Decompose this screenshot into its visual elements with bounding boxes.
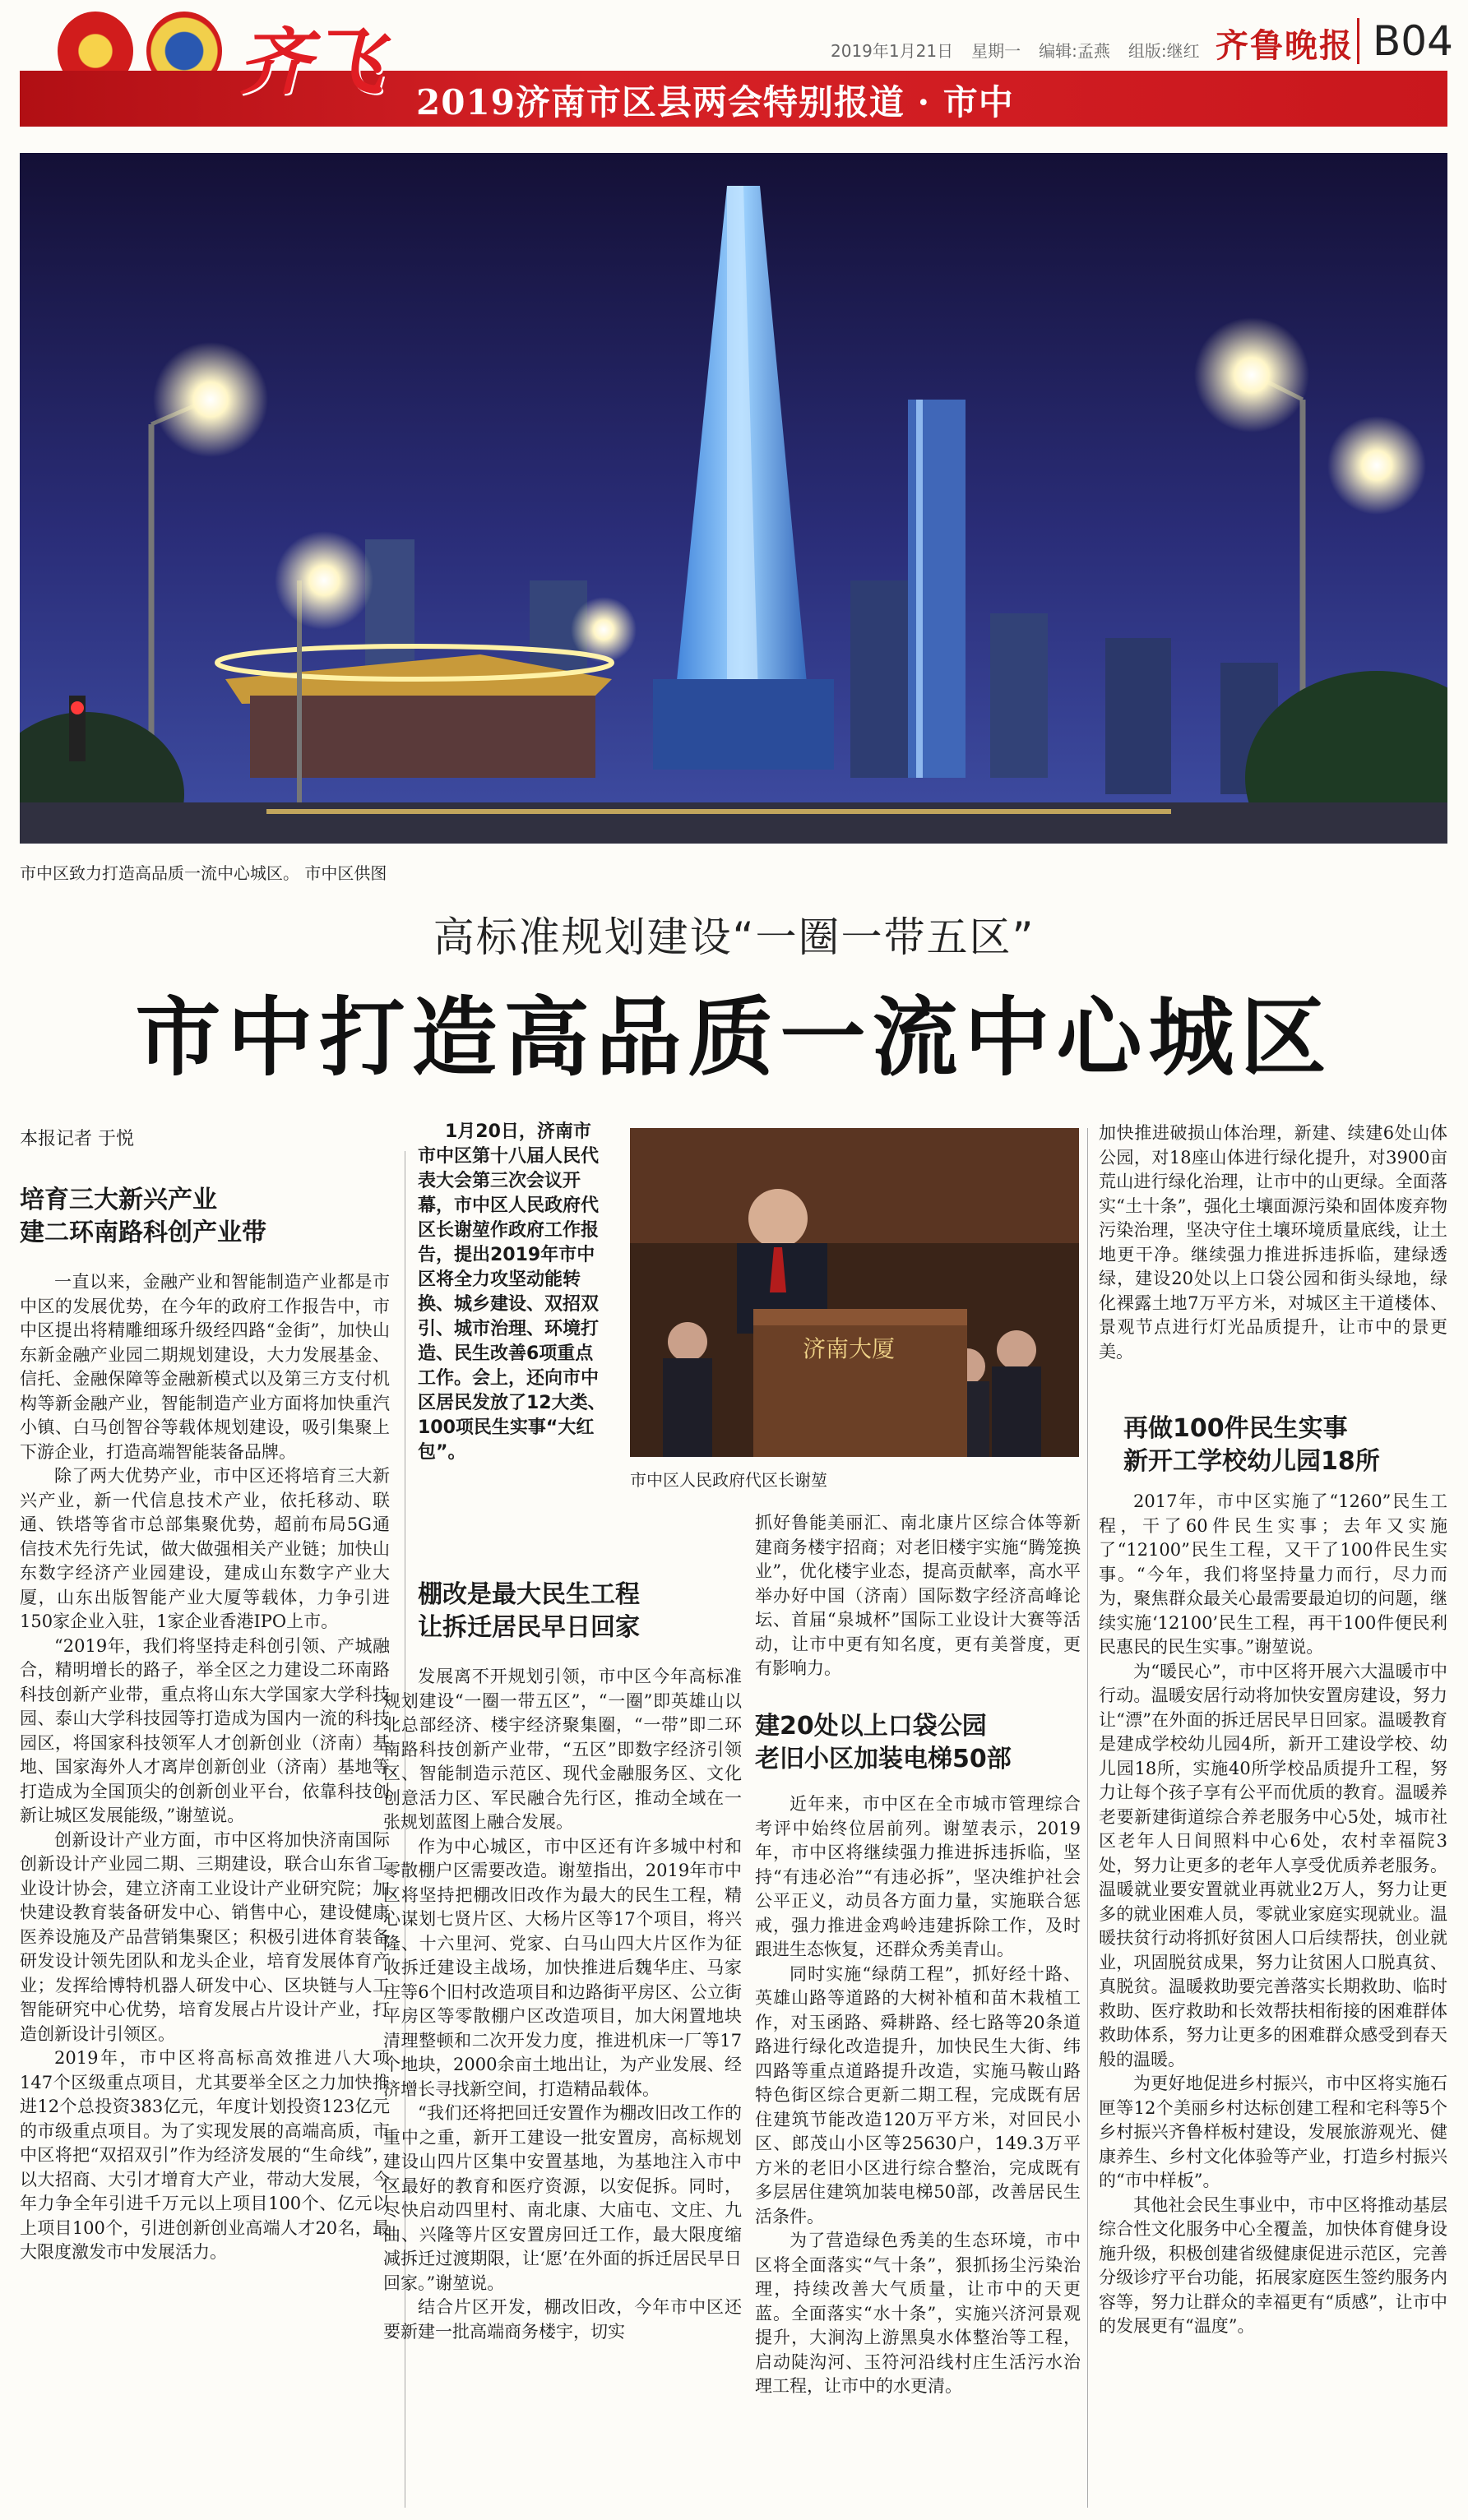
qifei-logo: 齐飞 bbox=[238, 19, 384, 104]
main-headline: 市中打造高品质一流中心城区 bbox=[135, 987, 1333, 1088]
section-heading-line: 老旧小区加装电梯50部 bbox=[755, 1745, 1012, 1773]
article-column-4 bbox=[1099, 1121, 1447, 1364]
subheadline: 高标准规划建设“一圈一带五区” bbox=[433, 913, 1035, 961]
inset-photo bbox=[630, 1128, 1079, 1457]
paragraph: 2019年，市中区将高标高效推进八大项147个区级重点项目，尤其要举全区之力加快推进12个总投资383亿元，年度计划投资123亿元的市级重点项目。为了实现发展的高端高质，市中区将把“双招双引”作为经济发展的“生命线”，以大招商、大引才增育大产业，带动大发展，今年力争全年引进千万元以上项目100个、亿元以上项目100个，引进创新创业高端人才20名，最大限度激发市中发展活力。 bbox=[20, 2048, 390, 2262]
inset-caption: 市中区人民政府代区长谢堃 bbox=[630, 1470, 827, 1490]
page-meta bbox=[831, 38, 1218, 62]
section-heading-industry bbox=[20, 1184, 390, 1250]
editor: 编辑:孟燕 bbox=[1039, 41, 1110, 61]
paragraph: 创新设计产业方面，市中区将加快济南国际创新设计产业园二期、三期建设，联合山东省工业设计协会，建立济南工业设计产业研究院；加快建设教育装备研发中心、销售中心，建设健康医养设施及产品营销集聚区；积极引进体育装备研发设计领先团队和龙头企业，培育发展体育产业；发挥给博特机器人研发中心、区块链与人工智能研究中心优势，培育发展占片设计产业，打造创新设计引领区。 bbox=[20, 1829, 390, 2044]
paragraph: 作为中心城区，市中区还有许多城中村和零散棚户区需要改造。谢堃指出，2019年市中区将坚持把棚改旧改作为最大的民生工程，精心谋划七贤片区、大杨片区等17个项目，将兴隆、十六里河、党家、白马山四大片区作为征收拆迁建设主战场，加快推进后魏华庄、马家庄等6个旧村改造项目和边路街平房区、公立街平房区等零散棚户区改造项目，加大闲置地块清理整顿和二次开发力度，推进机床一厂等17个地块，2000余亩土地出让，为产业发展、经济增长寻找新空间，打造精品载体。 bbox=[383, 1836, 742, 2099]
paragraph: 抓好鲁能美丽汇、南北康片区综合体等新建商务楼宇招商；对老旧楼宇实施“腾笼换业”，优化楼宇业态，提高贡献率，高水平举办好中国（济南）国际数字经济高峰论坛、首届“泉城杯”国际工业设计大赛等活动，让市中更有知名度，更有美誉度，更有影响力。 bbox=[755, 1513, 1081, 1678]
section-heading-livelihood bbox=[1123, 1413, 1447, 1478]
article-column-1 bbox=[20, 1270, 390, 2265]
byline: 本报记者 于悦 bbox=[20, 1129, 134, 1149]
photo-caption: 市中区致力打造高品质一流中心城区。 市中区供图 bbox=[20, 863, 387, 883]
paragraph: 为“暖民心”，市中区将开展六大温暖市中行动。温暖安居行动将加快安置房建设，努力让“漂”在外面的拆迁居民早日回家。温暖教育是建成学校幼儿园4所，新开工建设学校、幼儿园18所，实施40所学校品质提升工程，努力让每个孩子享有公平而优质的教育。温暖养老要新建街道综合养老服务中心5处，城市社区老年人日间照料中心6处，农村幸福院3处，努力让更多的老年人享受优质养老服务。温暖就业要安置就业再就业2万人，努力让更多的就业困难人员，零就业家庭实现就业。温暖扶贫行动将抓好贫困人口后续帮扶，创业就业，巩固脱贫成果，努力让贫困人口脱真贫、真脱贫。温暖救助要完善落实长期救助、临时救助、医疗救助和长效帮扶相衔接的困难群体救助体系，努力让更多的困难群众感受到春天般的温暖。 bbox=[1099, 1661, 1447, 2069]
paragraph: 除了两大优势产业，市中区还将培育三大新兴产业，新一代信息技术产业，依托移动、联通、铁塔等省市总部集聚优势，超前布局5G通信技术先行先试，做大做强相关产业链；加快山东数字经济产业园建设，建成山东数字产业大厦，山东出版智能产业大厦等载体，力争引进150家企业入驻，1家企业香港IPO上市。 bbox=[20, 1466, 390, 1631]
city-night-skyline-image bbox=[20, 153, 1447, 844]
article-column-3-cont bbox=[755, 1792, 1081, 2399]
section-heading-line: 建20处以上口袋公园 bbox=[755, 1712, 987, 1741]
speaker-at-podium-image bbox=[630, 1128, 1079, 1457]
column-rule bbox=[1087, 1128, 1088, 2508]
paragraph: 结合片区开发，棚改旧改，今年市中区还要新建一批高端商务楼宇，切实 bbox=[383, 2297, 742, 2342]
paragraph: 为更好地促进乡村振兴，市中区将实施石匣等12个美丽乡村达标创建工程和宅科等5个乡村振兴齐鲁样板村建设，发展旅游观光、健康养生、乡村文化体验等产业，打造乡村振兴的“市中样板”。 bbox=[1099, 2074, 1447, 2190]
lead-paragraph: 1月20日，济南市市中区第十八届人民代表大会第三次会议开幕，市中区人民政府代区长谢堃作政府工作报告，提出2019年市中区将全力攻坚动能转换、城乡建设、双招双引、城市治理、环境打造、民生改善6项重点工作。会上，还向市中区居民发放了12大类、100项民生实事“大红包”。 bbox=[418, 1121, 606, 1463]
section-heading-renovation bbox=[418, 1579, 747, 1644]
paragraph: 发展离不开规划引领，市中区今年高标准规划建设“一圈一带五区”，“一圈”即英雄山以北总部经济、楼宇经济聚集圈，“一带”即二环南路科技创新产业带，“五区”即数字经济引领区、智能制造示范区、现代金融服务区、文化创意活力区、军民融合先行区，推动全域在一张规划蓝图上融合发展。 bbox=[383, 1667, 742, 1832]
hero-photo bbox=[20, 153, 1447, 844]
section-heading-parks bbox=[755, 1710, 1081, 1776]
paragraph: 近年来，市中区在全市城市管理综合考评中始终位居前列。谢堃表示，2019年，市中区将继续强力推进拆违拆临，坚持“有违必治”“有违必拆”，坚决维护社会公平正义，动员各方面力量，实施联合惩戒，强力推进金鸡岭违建拆除工作，及时跟进生态恢复，还群众秀美青山。 bbox=[755, 1794, 1081, 1959]
paragraph: “2019年，我们将坚持走科创引领、产城融合，精明增长的路子，举全区之力建设二环南路科技创新产业带，重点将山东大学国家大学科技园、泰山大学科技园等打造成为国内一流的科技园区，将国家科技领军人才创新创业（济南）基地、国家海外人才离岸创新创业（济南）基地等打造成为全国顶尖的创新创业平台，依靠科技创新让城区发展能级，”谢堃说。 bbox=[20, 1635, 390, 1825]
section-heading-line: 新开工学校幼儿园18所 bbox=[1123, 1447, 1380, 1476]
issue-weekday: 星期一 bbox=[971, 41, 1021, 61]
paragraph: 加快推进破损山体治理，新建、续建6处山体公园，对18座山体进行绿化提升，对3900亩荒山进行绿化治理，让市中的山更绿。全面落实“土十条”，强化土壤面源污染和固体废弃物污染治理，坚决守住土壤环境质量底线，让土地更干净。继续强力推进拆违拆临，建绿透绿，建设20处以上口袋公园和街头绿地，绿化裸露土地7万平方米，对城区主干道楼体、景观节点进行灯光品质提升，让市中的景更美。 bbox=[1099, 1123, 1447, 1362]
section-heading-line: 再做100件民生实事 bbox=[1123, 1414, 1348, 1443]
section-heading-line: 棚改是最大民生工程 bbox=[418, 1580, 640, 1609]
paragraph: 为了营造绿色秀美的生态环境，市中区将全面落实“气十条”，狠抓扬尘污染治理，持续改善大气质量，让市中的天更蓝。全面落实“水十条”，实施兴济河景观提升，大涧沟上游黑臭水体整治等工程，启动陡沟河、玉符河沿线村庄生活污水治理工程，让市中的水更清。 bbox=[755, 2231, 1081, 2396]
section-heading-line: 培育三大新兴产业 bbox=[20, 1186, 217, 1214]
banner-title: 2019济南市区县两会特别报道 · 市中 bbox=[416, 82, 1014, 123]
paragraph: “我们还将把回迁安置作为棚改旧改工作的重中之重，新开工建设一批安置房，高标规划建设山四片区集中安置基地，为基地注入市中区最好的教育和医疗资源，以安促拆。同时，尽快启动四里村、南北康、大庙屯、文庄、九曲、兴隆等片区安置房回迁工作，最大限度缩减拆迁过渡期限，让‘愿’在外面的拆迁居民早日回家。”谢堃说。 bbox=[383, 2103, 742, 2293]
layout-editor: 组版:继红 bbox=[1128, 41, 1200, 61]
article-column-3 bbox=[755, 1511, 1081, 1681]
paragraph: 2017年，市中区实施了“1260”民生工程，干了60件民生实事；去年又实施了“12100”民生工程，又干了100件民生实事。“今年，我们将坚持量力而行，尽力而为，聚焦群众最关心最需要最迫切的问题，继续实施‘12100’民生工程，再干100件便民利民惠民的民生实事。”谢堃说。 bbox=[1099, 1491, 1447, 1657]
article-column-4-cont bbox=[1099, 1490, 1447, 2339]
article-column-2 bbox=[383, 1665, 742, 2344]
paragraph: 其他社会民生事业中，市中区将推动基层综合性文化服务中心全覆盖，加快体育健身设施升级，积极创建省级健康促进示范区，完善分级诊疗平台功能，拓展家庭医生签约服务内容等，努力让群众的幸福更有“质感”，让市中的发展更有“温度”。 bbox=[1099, 2194, 1447, 2336]
paragraph: 一直以来，金融产业和智能制造产业都是市中区的发展优势，在今年的政府工作报告中，市中区提出将精雕细琢升级经四路“金街”，加快山东新金融产业园二期规划建设，大力发展基金、信托、金融保障等金融新模式以及第三方支付机构等新金融产业，智能制造产业方面将加快重汽小镇、白马创智谷等载体规划建设，吸引集聚上下游企业，打造高端智能装备品牌。 bbox=[20, 1272, 390, 1462]
page-number: B04 bbox=[1357, 18, 1453, 64]
section-heading-line: 建二环南路科创产业带 bbox=[20, 1218, 266, 1247]
paragraph: 同时实施“绿荫工程”，抓好经十路、英雄山路等道路的大树补植和苗木栽植工作，对玉函路、舜耕路、经七路等20条道路进行绿化改造提升，加快民生大街、纬四路等重点道路提升改造，实施马鞍山路特色街区综合更新二期工程，完成既有居住建筑节能改造120万平方米，对回民小区、郎茂山小区等25630户，149.3万平方米的老旧小区进行综合整治，完成既有多层居住建筑加装电梯50部，改善居民生活条件。 bbox=[755, 1963, 1081, 2226]
newspaper-brand: 齐鲁晚报 bbox=[1216, 26, 1354, 65]
podium-sign: 济南大厦 bbox=[803, 1335, 896, 1362]
issue-date: 2019年1月21日 bbox=[831, 41, 954, 61]
section-heading-line: 让拆迁居民早日回家 bbox=[418, 1613, 640, 1642]
